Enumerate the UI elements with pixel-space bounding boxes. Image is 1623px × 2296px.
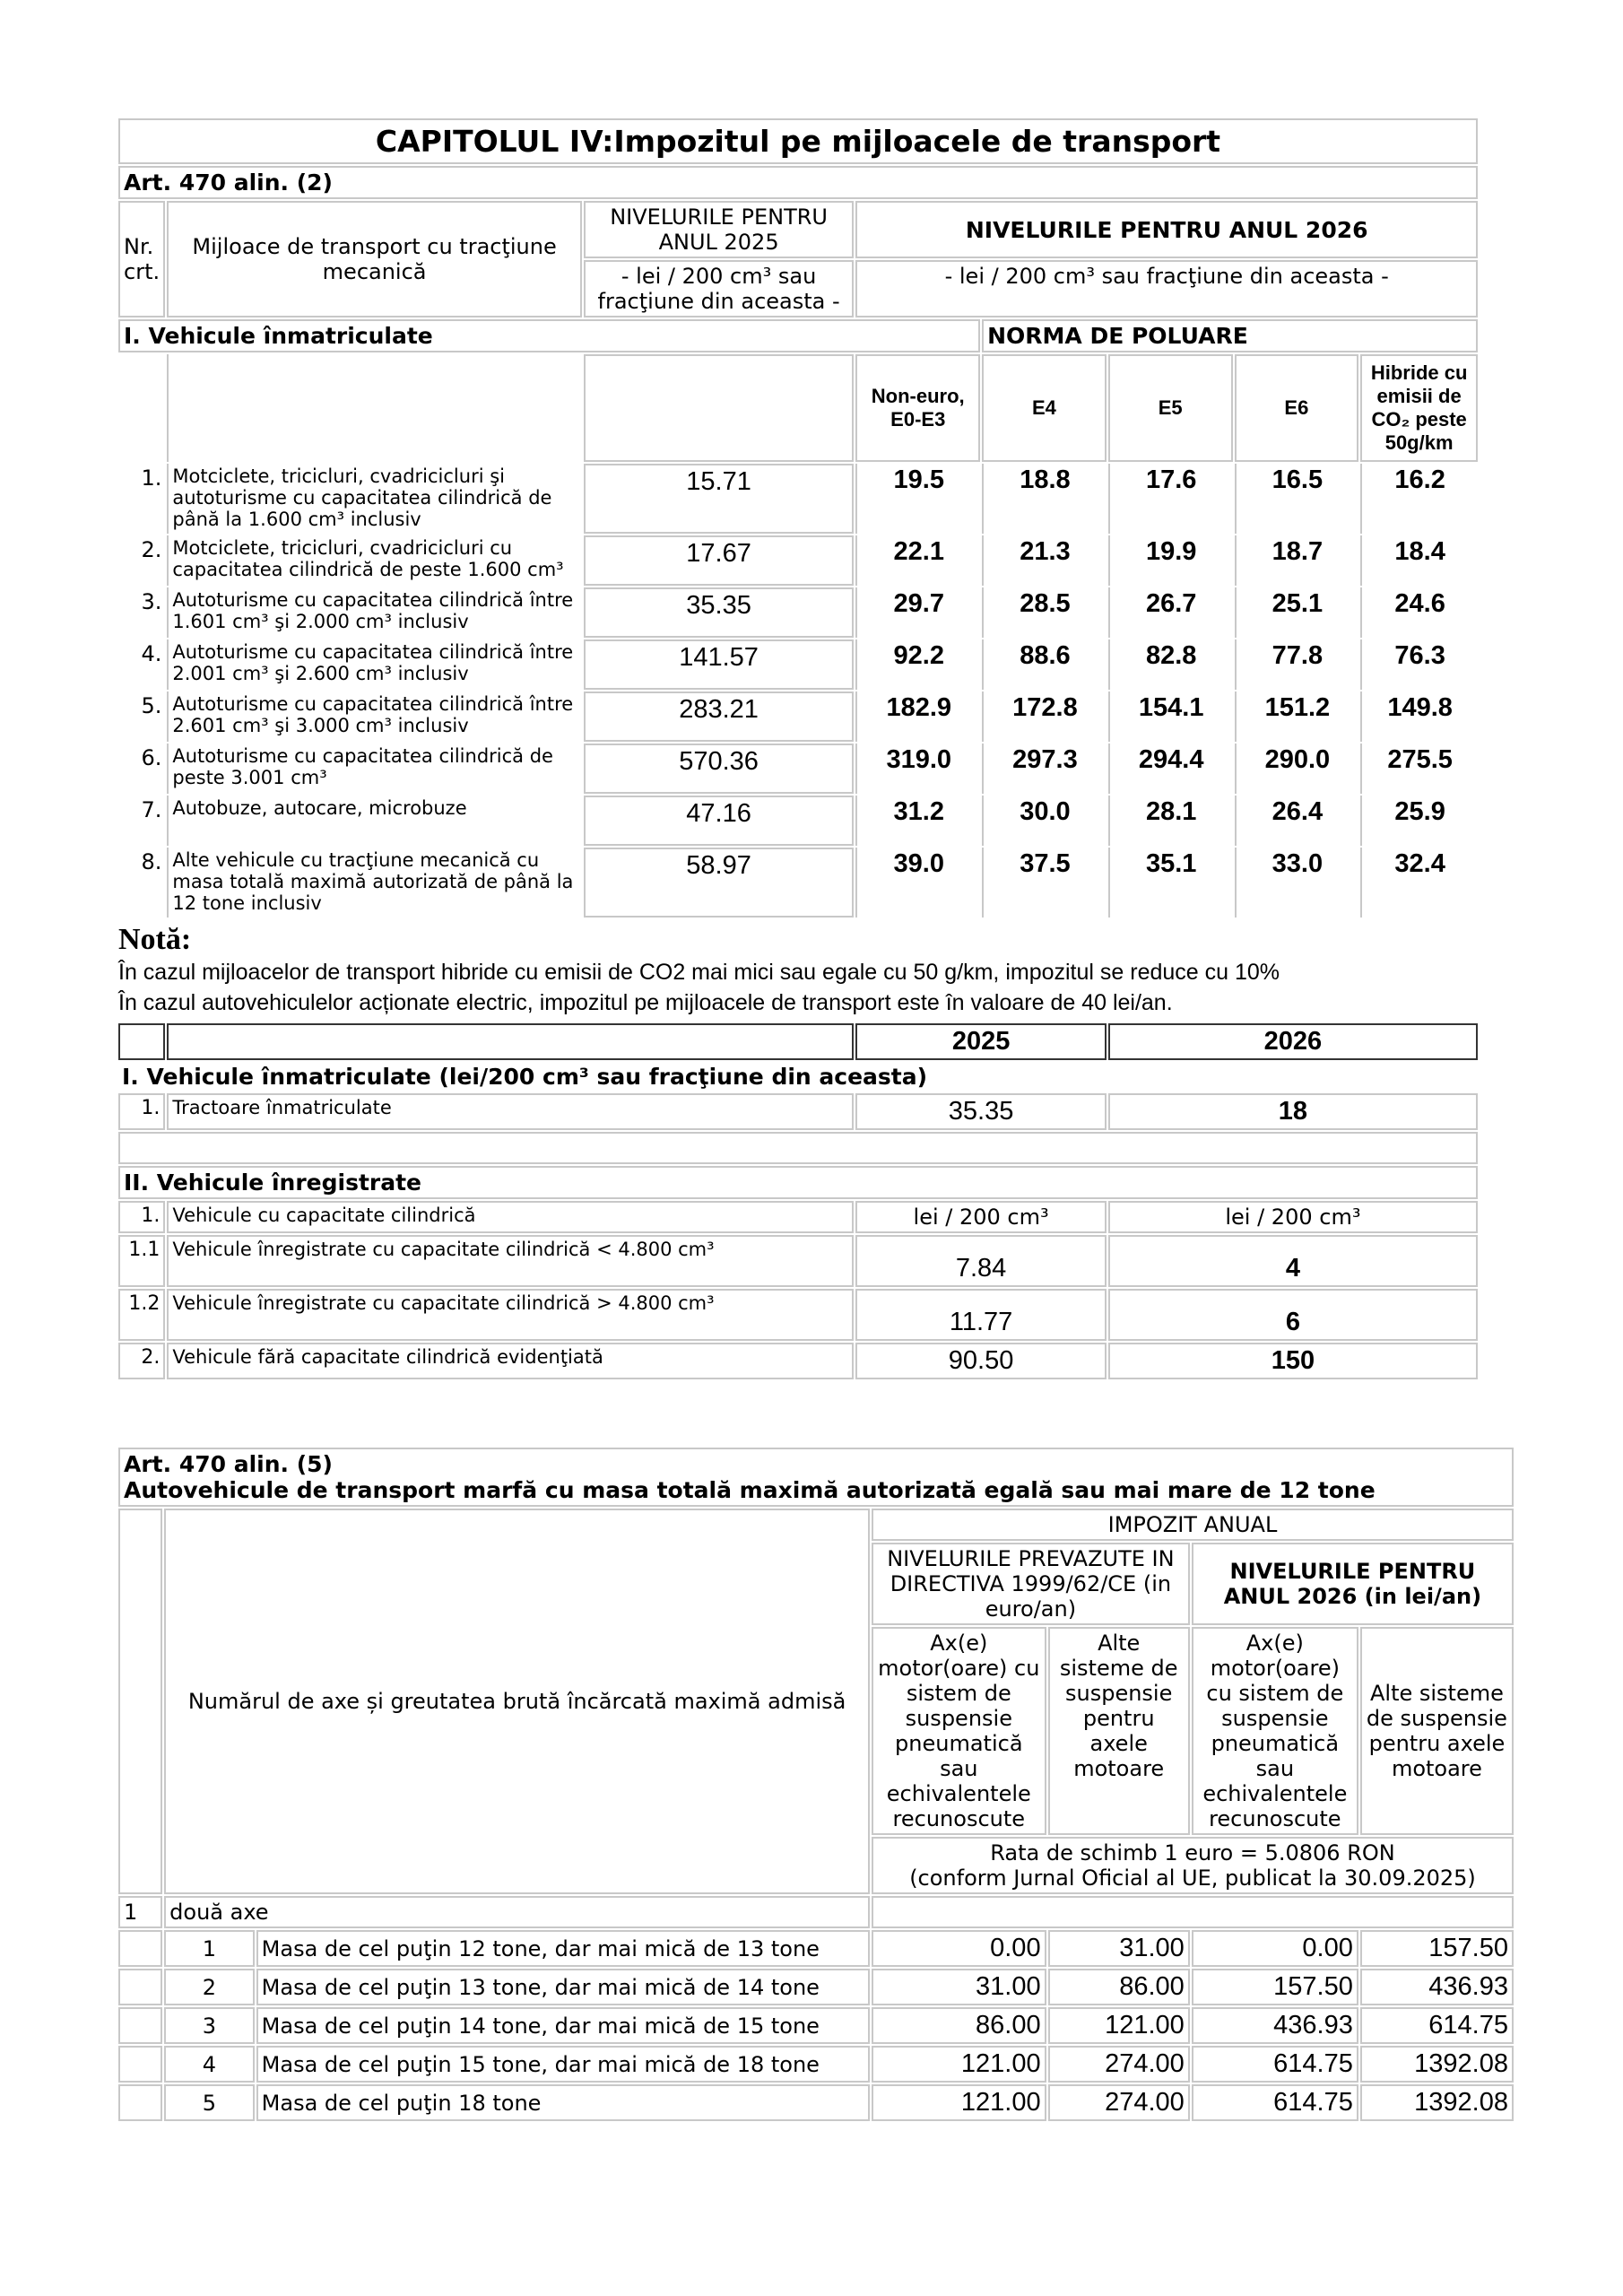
value-2025: 141.57 [584, 639, 855, 690]
mass-value-col-3: 614.75 [1360, 2007, 1514, 2044]
section-vehicule-inmatriculate: I. Vehicule înmatriculate [118, 319, 980, 352]
value-2026-col-4: 24.6 [1360, 587, 1478, 638]
value-2026-col-2: 26.7 [1108, 587, 1233, 638]
row-desc: Masa de cel puţin 15 tone, dar mai mică de 18 tone [256, 2046, 870, 2083]
vehicle-row [118, 464, 1478, 534]
value-2026-col-1: 21.3 [982, 535, 1107, 586]
value-2026-col-4: 25.9 [1360, 796, 1478, 846]
axe-greutate-header: Numărul de axe și greutatea brută încărcată maximă admisă [164, 1509, 870, 1894]
row-nr: 8. [141, 849, 162, 874]
row-desc: Motciclete, tricicluri, cvadricicluri cu capacitatea cilindrică de peste 1.600 cm³ [167, 535, 581, 586]
inregistrate-row [118, 1289, 1478, 1341]
value-2026: 6 [1108, 1289, 1478, 1341]
value-2025: 17.67 [584, 535, 855, 586]
value-2025: 90.50 [855, 1343, 1106, 1379]
mass-value-col-0: 0.00 [872, 1930, 1046, 1967]
row-desc: Alte vehicule cu tracţiune mecanică cu masa totală maximă autorizată de până la 12 tone inclusiv [167, 848, 581, 918]
mass-value-col-2: 157.50 [1192, 1969, 1358, 2005]
chapter-title: CAPITOLUL IV:Impozitul pe mijloacele de transport [118, 118, 1478, 164]
inregistrate-row [118, 1343, 1478, 1379]
tax-table-art-470-2 [117, 117, 1480, 1381]
exchange-rate-line-2: (conform Jurnal Oficial al UE, publicat la 30.09.2025) [909, 1866, 1476, 1891]
value-2026-col-2: 17.6 [1108, 464, 1233, 534]
mass-value-col-0: 121.00 [872, 2084, 1046, 2121]
value-2026: 150 [1108, 1343, 1478, 1379]
mass-value-col-0: 121.00 [872, 2046, 1046, 2083]
vehicle-row [118, 639, 1478, 690]
empty-header-cell [584, 354, 855, 462]
value-2026-col-0: 39.0 [855, 848, 980, 918]
value-2026-col-3: 151.2 [1235, 691, 1359, 742]
vehicle-row [118, 848, 1478, 918]
mass-row [118, 1969, 1514, 2005]
mass-value-col-3: 436.93 [1360, 1969, 1514, 2005]
row-nr: 3. [141, 589, 162, 614]
article-5-title: Art. 470 alin. (5) [124, 1451, 333, 1477]
niveluri-2026-header: NIVELURILE PENTRU ANUL 2026 [855, 201, 1478, 258]
mass-value-col-1: 31.00 [1048, 1930, 1190, 1967]
year-2026-header: 2026 [1108, 1023, 1478, 1060]
value-2026-col-0: 92.2 [855, 639, 980, 690]
mass-value-col-3: 1392.08 [1360, 2046, 1514, 2083]
mass-value-col-0: 86.00 [872, 2007, 1046, 2044]
norma-col-0: Non-euro, E0-E3 [855, 354, 980, 462]
mass-value-col-2: 436.93 [1192, 2007, 1358, 2044]
inregistrate-row [118, 1201, 1478, 1233]
row-nr: 2 [164, 1969, 255, 2005]
value-2026-col-4: 76.3 [1360, 639, 1478, 690]
nota-title: Notă: [118, 923, 192, 956]
value-2026-col-0: 29.7 [855, 587, 980, 638]
subcol-2: Ax(e) motor(oare) cu sistem de suspensie pneumatică sau echivalentele recunoscute [1192, 1627, 1358, 1835]
row-nr: 1.2 [118, 1289, 165, 1341]
value-2026-col-4: 16.2 [1360, 464, 1478, 534]
value-2026-col-4: 18.4 [1360, 535, 1478, 586]
value-2026-col-3: 16.5 [1235, 464, 1359, 534]
mass-value-col-1: 86.00 [1048, 1969, 1190, 2005]
value-2025: 283.21 [584, 691, 855, 742]
value-2025: 11.77 [855, 1289, 1106, 1341]
value-2026-col-3: 77.8 [1235, 639, 1359, 690]
article-label: Art. 470 alin. (2) [118, 166, 1478, 199]
row-nr: 2. [118, 1343, 165, 1379]
vehicle-row [118, 744, 1478, 794]
value-2026-col-1: 297.3 [982, 744, 1107, 794]
value-2026-col-4: 275.5 [1360, 744, 1478, 794]
value-2026: 4 [1108, 1235, 1478, 1287]
subcol-1: Alte sisteme de suspensie pentru axele motoare [1048, 1627, 1190, 1835]
value-2026: lei / 200 cm³ [1108, 1201, 1478, 1233]
value-2025: 35.35 [584, 587, 855, 638]
value-2026-col-0: 182.9 [855, 691, 980, 742]
value-2026-col-2: 35.1 [1108, 848, 1233, 918]
nota-line-2: În cazul autovehiculelor acționate electric, impozitul pe mijloacele de transport este în valoare de 40 lei/an. [118, 990, 1173, 1015]
tractoare-2026: 18 [1108, 1093, 1478, 1130]
value-2026-col-1: 28.5 [982, 587, 1107, 638]
value-2026-col-0: 22.1 [855, 535, 980, 586]
mass-row [118, 1930, 1514, 1967]
mass-value-col-3: 1392.08 [1360, 2084, 1514, 2121]
impozit-anual-header: IMPOZIT ANUAL [872, 1509, 1514, 1541]
vehicle-row [118, 587, 1478, 638]
value-2026-col-1: 30.0 [982, 796, 1107, 846]
vehicle-row [118, 691, 1478, 742]
row-nr: 4. [141, 641, 162, 666]
value-2026-col-2: 28.1 [1108, 796, 1233, 846]
mass-row [118, 2084, 1514, 2121]
inregistrate-row [118, 1235, 1478, 1287]
value-2026-col-3: 25.1 [1235, 587, 1359, 638]
value-2026-col-2: 294.4 [1108, 744, 1233, 794]
niveluri-2026-lei-header: NIVELURILE PENTRU ANUL 2026 (in lei/an) [1192, 1543, 1514, 1625]
tractoare-nr: 1. [118, 1093, 165, 1130]
subcol-0: Ax(e) motor(oare) cu sistem de suspensie pneumatică sau echivalentele recunoscute [872, 1627, 1046, 1835]
row-desc: Masa de cel puţin 13 tone, dar mai mică de 14 tone [256, 1969, 870, 2005]
exchange-rate-line-1: Rata de schimb 1 euro = 5.0806 RON [990, 1840, 1395, 1866]
value-2026-col-3: 290.0 [1235, 744, 1359, 794]
norma-col-4: Hibride cu emisii de CO₂ peste 50g/km [1360, 354, 1478, 462]
row-desc: Vehicule înregistrate cu capacitate cilindrică > 4.800 cm³ [167, 1289, 854, 1341]
mass-value-col-2: 614.75 [1192, 2046, 1358, 2083]
niveluri-2025-header: NIVELURILE PENTRU ANUL 2025 [584, 201, 855, 258]
nr-crt-header: Nr. crt. [118, 201, 165, 317]
row-desc: Autoturisme cu capacitatea cilindrică între 1.601 cm³ şi 2.000 cm³ inclusiv [167, 587, 581, 638]
norma-col-2: E5 [1108, 354, 1233, 462]
value-2026-col-4: 149.8 [1360, 691, 1478, 742]
row-nr: 3 [164, 2007, 255, 2044]
value-2026-col-3: 33.0 [1235, 848, 1359, 918]
mass-value-col-3: 157.50 [1360, 1930, 1514, 1967]
row-desc: Vehicule cu capacitate cilindrică [167, 1201, 854, 1233]
row-nr: 2. [141, 537, 162, 562]
mass-value-col-1: 121.00 [1048, 2007, 1190, 2044]
exchange-rate [872, 1837, 1514, 1894]
vehicle-row [118, 796, 1478, 846]
value-2025: 15.71 [584, 464, 855, 534]
group-nr: 1 [118, 1896, 162, 1928]
row-desc: Vehicule înregistrate cu capacitate cilindrică < 4.800 cm³ [167, 1235, 854, 1287]
value-2025: 570.36 [584, 744, 855, 794]
value-2026-col-1: 172.8 [982, 691, 1107, 742]
row-nr: 6. [141, 745, 162, 770]
article-5-subtitle: Autovehicule de transport marfă cu masa totală maximă autorizată egală sau mai mare de 12 tone [124, 1477, 1376, 1503]
unit-2026: - lei / 200 cm³ sau fracţiune din aceasta - [855, 260, 1478, 317]
value-2026-col-4: 32.4 [1360, 848, 1478, 918]
norma-de-poluare-label: NORMA DE POLUARE [982, 319, 1478, 352]
row-desc: Masa de cel puţin 18 tone [256, 2084, 870, 2121]
row-nr: 1 [164, 1930, 255, 1967]
row-desc: Masa de cel puţin 12 tone, dar mai mică de 13 tone [256, 1930, 870, 1967]
tractoare-desc: Tractoare înmatriculate [167, 1093, 854, 1130]
value-2026-col-0: 319.0 [855, 744, 980, 794]
mass-value-col-1: 274.00 [1048, 2046, 1190, 2083]
row-desc: Masa de cel puţin 14 tone, dar mai mică de 15 tone [256, 2007, 870, 2044]
mass-value-col-2: 614.75 [1192, 2084, 1358, 2121]
value-2025: 58.97 [584, 848, 855, 918]
row-nr: 1. [141, 465, 162, 491]
vehicle-row [118, 535, 1478, 586]
mass-value-col-2: 0.00 [1192, 1930, 1358, 1967]
value-2026-col-1: 18.8 [982, 464, 1107, 534]
value-2026-col-0: 31.2 [855, 796, 980, 846]
nota-block [118, 919, 1478, 1022]
row-desc: Autobuze, autocare, microbuze [167, 796, 581, 846]
value-2026-col-3: 26.4 [1235, 796, 1359, 846]
value-2026-col-0: 19.5 [855, 464, 980, 534]
section-vehicule-inmatriculate-b: I. Vehicule înmatriculate (lei/200 cm³ sau fracţiune din aceasta) [122, 1064, 928, 1090]
row-nr: 5 [164, 2084, 255, 2121]
row-desc: Autoturisme cu capacitatea cilindrică între 2.001 cm³ şi 2.600 cm³ inclusiv [167, 639, 581, 690]
row-desc: Motciclete, tricicluri, cvadricicluri şi autoturisme cu capacitatea cilindrică de până la 1.600 cm³ inclusiv [167, 464, 581, 534]
row-nr: 7. [141, 797, 162, 822]
value-2026-col-1: 88.6 [982, 639, 1107, 690]
value-2026-col-2: 19.9 [1108, 535, 1233, 586]
mass-value-col-0: 31.00 [872, 1969, 1046, 2005]
mass-value-col-1: 274.00 [1048, 2084, 1190, 2121]
year-2025-header: 2025 [855, 1023, 1106, 1060]
section-vehicule-inregistrate: II. Vehicule înregistrate [118, 1166, 1478, 1199]
norma-col-3: E6 [1235, 354, 1359, 462]
value-2025: 47.16 [584, 796, 855, 846]
group-label: două axe [164, 1896, 870, 1928]
value-2025: 7.84 [855, 1235, 1106, 1287]
row-desc: Vehicule fără capacitate cilindrică evidenţiată [167, 1343, 854, 1379]
unit-2025: - lei / 200 cm³ sau fracţiune din aceasta - [584, 260, 855, 317]
value-2026-col-1: 37.5 [982, 848, 1107, 918]
directiva-header: NIVELURILE PREVAZUTE IN DIRECTIVA 1999/62/CE (in euro/an) [872, 1543, 1190, 1625]
tractoare-2025: 35.35 [855, 1093, 1106, 1130]
value-2026-col-2: 154.1 [1108, 691, 1233, 742]
row-nr: 5. [141, 693, 162, 718]
value-2026-col-2: 82.8 [1108, 639, 1233, 690]
article-5-header [118, 1448, 1514, 1507]
nota-line-1: În cazul mijloacelor de transport hibride cu emisii de CO2 mai mici sau egale cu 50 g/km, impozitul se reduce cu 10% [118, 960, 1280, 985]
subcol-3: Alte sisteme de suspensie pentru axele motoare [1360, 1627, 1514, 1835]
value-2026-col-3: 18.7 [1235, 535, 1359, 586]
tax-table-art-470-5 [117, 1446, 1515, 2123]
row-nr: 4 [164, 2046, 255, 2083]
row-nr: 1. [118, 1201, 165, 1233]
mass-row [118, 2007, 1514, 2044]
mass-row [118, 2046, 1514, 2083]
norma-col-1: E4 [982, 354, 1107, 462]
row-desc: Autoturisme cu capacitatea cilindrică între 2.601 cm³ şi 3.000 cm³ inclusiv [167, 691, 581, 742]
row-nr: 1.1 [118, 1235, 165, 1287]
row-desc: Autoturisme cu capacitatea cilindrică de peste 3.001 cm³ [167, 744, 581, 794]
value-2025: lei / 200 cm³ [855, 1201, 1106, 1233]
mijloace-header: Mijloace de transport cu tracţiune mecanică [167, 201, 581, 317]
